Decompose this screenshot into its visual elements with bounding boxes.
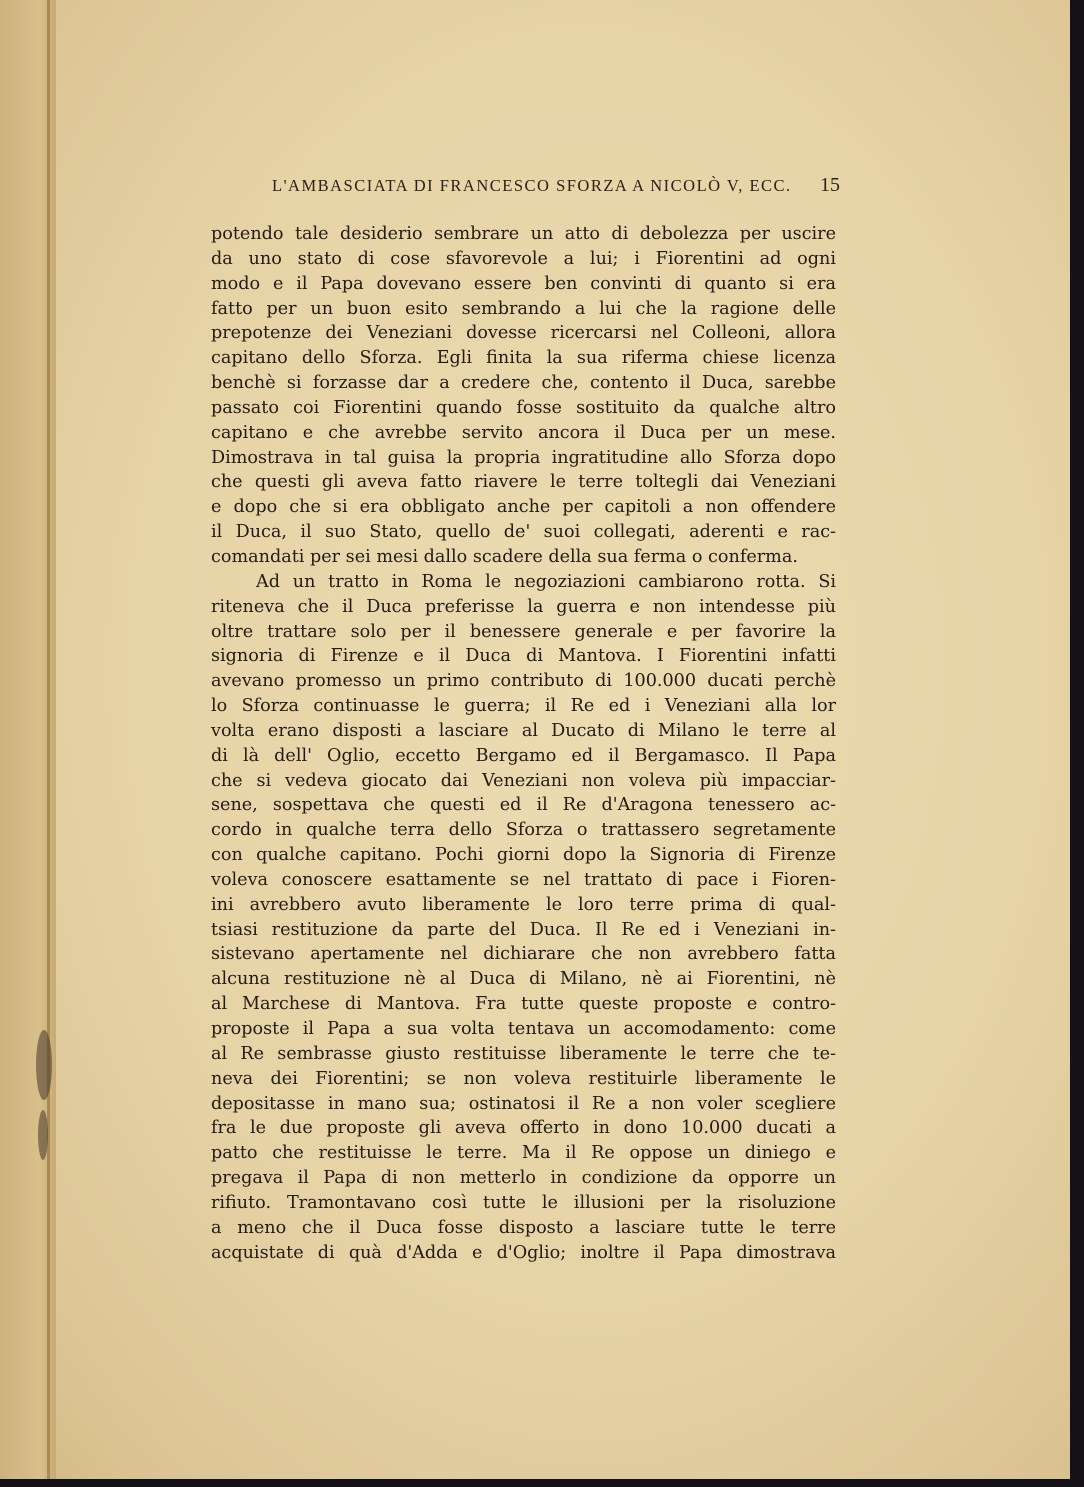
text-line: capitano dello Sforza. Egli finita la sua riferma chiese licenza <box>211 348 836 369</box>
text-line: che questi gli aveva fatto riavere le terre toltegli dai Veneziani <box>211 472 836 493</box>
text-line: alcuna restituzione nè al Duca di Milano, nè ai Fiorentini, nè <box>211 969 836 990</box>
text-line: e dopo che si era obbligato anche per capitoli a non offendere <box>211 497 836 518</box>
text-line: con qualche capitano. Pochi giorni dopo la Signoria di Firenze <box>211 845 836 866</box>
body-text <box>211 222 836 1265</box>
text-line: capitano e che avrebbe servito ancora il Duca per un mese. <box>211 422 836 443</box>
text-line: al Re sembrasse giusto restituisse liberamente le terre che te- <box>211 1043 836 1064</box>
text-line: neva dei Fiorentini; se non voleva restituirle liberamente le <box>211 1068 836 1089</box>
text-line: sene, sospettava che questi ed il Re d'Aragona tenessero ac- <box>211 795 836 816</box>
text-line: lo Sforza continuasse le guerra; il Re ed i Veneziani alla lor <box>211 696 836 717</box>
scan-edge-right <box>1070 0 1084 1487</box>
text-line: comandati per sei mesi dallo scadere della sua ferma o conferma. <box>211 546 798 567</box>
text-line: oltre trattare solo per il benessere generale e per favorire la <box>211 621 836 642</box>
text-line: signoria di Firenze e il Duca di Mantova. I Fiorentini infatti <box>211 646 836 667</box>
text-line: proposte il Papa a sua volta tentava un accomodamento: come <box>211 1019 836 1039</box>
text-line: tsiasi restituzione da parte del Duca. Il Re ed i Veneziani in- <box>211 919 836 940</box>
text-line: cordo in qualche terra dello Sforza o trattassero segretamente <box>211 820 836 841</box>
text-line: depositasse in mano sua; ostinatosi il Re a non voler scegliere <box>211 1093 836 1114</box>
text-line: potendo tale desiderio sembrare un atto di debolezza per uscire <box>211 224 836 244</box>
page-number: 15 <box>820 174 840 196</box>
page-stain <box>38 1110 48 1160</box>
text-line: sistevano apertamente nel dichiarare che non avrebbero fatta <box>211 944 836 965</box>
text-line: di là dell' Oglio, eccetto Bergamo ed il Bergamasco. Il Papa <box>211 745 836 766</box>
text-line: modo e il Papa dovevano essere ben convinti di quanto si era <box>211 273 836 294</box>
text-line: Ad un tratto in Roma le negoziazioni cambiarono rotta. Si <box>256 571 836 592</box>
text-line: rifiuto. Tramontavano così tutte le illusioni per la risoluzione <box>211 1192 836 1213</box>
scan-edge-bottom <box>0 1479 1084 1487</box>
text-line: ini avrebbero avuto liberamente le loro terre prima di qual- <box>211 894 836 915</box>
text-line: benchè si forzasse dar a credere che, contento il Duca, sarebbe <box>211 373 836 394</box>
text-line: che si vedeva giocato dai Veneziani non voleva più impacciar- <box>211 770 836 791</box>
text-line: fra le due proposte gli aveva offerto in dono 10.000 ducati a <box>211 1118 836 1139</box>
page-stain <box>36 1030 52 1100</box>
text-line: passato coi Fiorentini quando fosse sostituito da qualche altro <box>211 397 836 418</box>
text-line: riteneva che il Duca preferisse la guerra e non intendesse più <box>211 596 836 617</box>
text-line: da uno stato di cose sfavorevole a lui; i Fiorentini ad ogni <box>211 248 836 269</box>
text-line: prepotenze dei Veneziani dovesse ricercarsi nel Colleoni, allora <box>211 323 836 344</box>
text-line: al Marchese di Mantova. Fra tutte queste proposte e contro- <box>211 994 836 1015</box>
binding-fold-line <box>47 0 50 1487</box>
text-line: il Duca, il suo Stato, quello de' suoi collegati, aderenti e rac- <box>211 522 836 543</box>
running-header-title: L'AMBASCIATA DI FRANCESCO SFORZA A NICOLÒ V, ECC. <box>272 176 792 195</box>
text-line: volta erano disposti a lasciare al Ducato di Milano le terre al <box>211 720 836 741</box>
text-line: a meno che il Duca fosse disposto a lasciare tutte le terre <box>211 1217 836 1238</box>
text-line: avevano promesso un primo contributo di 100.000 ducati perchè <box>211 671 836 692</box>
text-line: Dimostrava in tal guisa la propria ingratitudine allo Sforza dopo <box>211 447 836 468</box>
text-line: patto che restituisse le terre. Ma il Re oppose un diniego e <box>211 1143 836 1164</box>
text-line: fatto per un buon esito sembrando a lui che la ragione delle <box>211 298 836 319</box>
text-line: pregava il Papa di non metterlo in condizione da opporre un <box>211 1168 836 1189</box>
text-line: acquistate di quà d'Adda e d'Oglio; inoltre il Papa dimostrava <box>211 1242 836 1263</box>
text-line: voleva conoscere esattamente se nel trattato di pace i Fioren- <box>211 869 836 890</box>
